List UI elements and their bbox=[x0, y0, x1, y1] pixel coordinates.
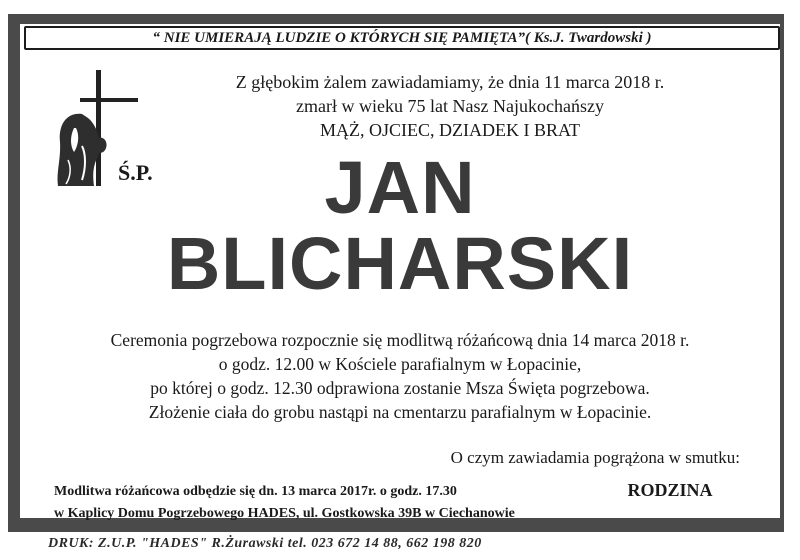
intro-line-1: Z głębokim żalem zawiadamiamy, że dnia 11 marca 2018 r. bbox=[235, 72, 665, 92]
intro-line-3: MĄŻ, OJCIEC, DZIADEK I BRAT bbox=[320, 120, 580, 140]
ceremony-line-2: o godz. 12.00 w Kościele parafialnym w Łopacinie, bbox=[218, 354, 582, 374]
motto-box bbox=[24, 26, 780, 50]
rosary-line-1: Modlitwa różańcowa odbędzie się dn. 13 marca 2017r. o godz. 17.30 bbox=[54, 484, 457, 499]
ceremony-line-4: Złożenie ciała do grobu nastąpi na cmentarzu parafialnym w Łopacinie. bbox=[148, 402, 652, 422]
motto-quote: “ NIE UMIERAJĄ LUDZIE O KTÓRYCH SIĘ PAMIĘTA” bbox=[152, 30, 525, 46]
rosary-line-2: w Kaplicy Domu Pogrzebowego HADES, ul. Gostkowska 39B w Ciechanowie bbox=[54, 506, 515, 521]
motto-author: ( Ks.J. Twardowski ) bbox=[524, 30, 652, 46]
deceased-last-name: BLICHARSKI bbox=[166, 222, 634, 305]
family-signature: RODZINA bbox=[627, 480, 713, 500]
sp-label: Ś.P. bbox=[118, 160, 153, 185]
ceremony-line-3: po której o godz. 12.30 odprawiona zostanie Msza Święta pogrzebowa. bbox=[150, 378, 650, 398]
deceased-first-name: JAN bbox=[324, 146, 476, 229]
intro-line-2: zmarł w wieku 75 lat Nasz Najukochańszy bbox=[296, 96, 604, 116]
closing-line: O czym zawiadamia pogrążona w smutku: bbox=[450, 448, 740, 467]
ceremony-line-1: Ceremonia pogrzebowa rozpocznie się modlitwą różańcową dnia 14 marca 2018 r. bbox=[110, 330, 690, 350]
printer-footer: DRUK: Z.U.P. "HADES" R.Żurawski tel. 023 672 14 88, 662 198 820 bbox=[48, 536, 482, 551]
